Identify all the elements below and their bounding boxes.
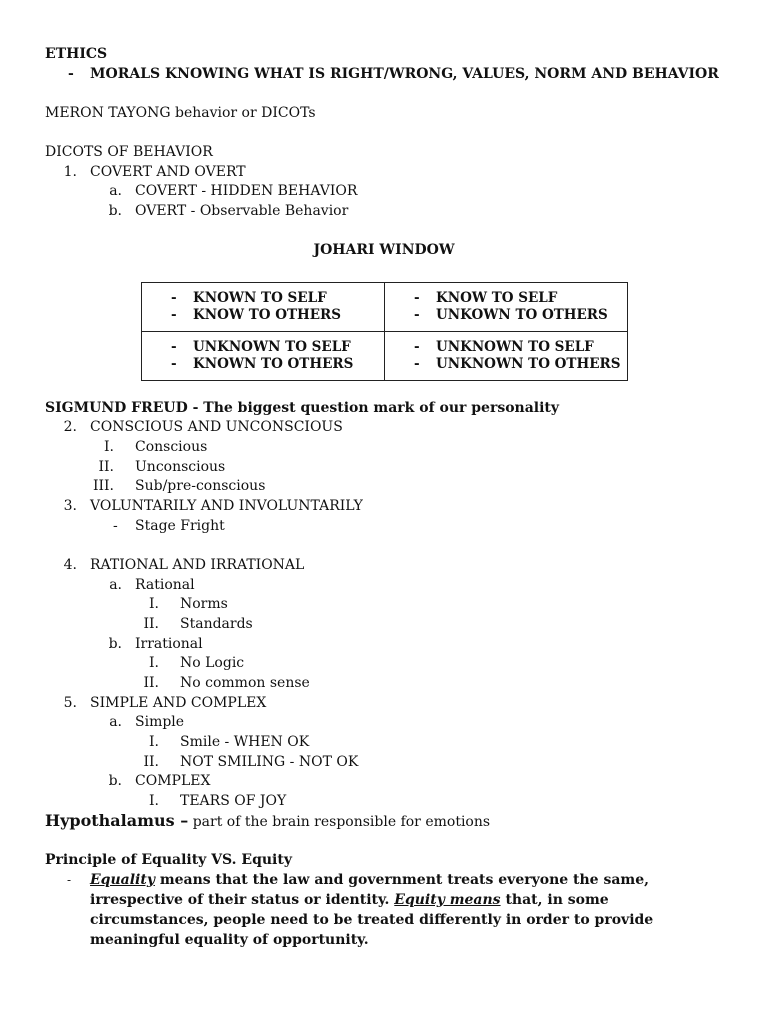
hypothalamus-term: Hypothalamus – [45,811,189,830]
johari-cell-text: UNKNOWN TO OTHERS [436,356,621,372]
item4-b: Irrational [135,636,203,652]
ethics-bullet: MORALS KNOWING WHAT IS RIGHT/WRONG, VALUES, NORM AND BEHAVIOR [90,66,719,82]
sub-item: TEARS OF JOY [180,793,287,809]
hypothalamus-line [45,812,490,831]
roman-numeral: I. [149,596,159,612]
johari-cell-blind [142,332,385,381]
johari-cell-text: UNKOWN TO OTHERS [436,307,608,323]
dicots-a: COVERT - HIDDEN BEHAVIOR [135,183,358,199]
hypothalamus-desc: part of the brain responsible for emotions [192,814,491,830]
johari-cell-text: KNOW TO SELF [436,290,558,306]
equity-term: Equity means [394,892,501,908]
item5-number: 5. [63,695,77,711]
johari-cell-unknown [385,332,628,381]
item4-b-letter: b. [108,636,122,652]
principle-title: Principle of Equality VS. Equity [45,852,292,868]
roman-numeral: II. [143,675,159,691]
equality-text: means that the law and government treats everyone the same, irrespective of their status or identity. [90,872,650,908]
johari-dash: - [414,307,420,323]
roman-numeral: I. [149,734,159,750]
item3-sub: Stage Fright [135,518,225,534]
sub-item: Standards [180,616,253,632]
sub-item: NOT SMILING - NOT OK [180,754,359,770]
johari-cell-text: KNOWN TO OTHERS [193,356,354,372]
item5-b: COMPLEX [135,773,211,789]
sub-item: Norms [180,596,228,612]
dicots-item1: COVERT AND OVERT [90,164,246,180]
johari-dash: - [414,339,420,355]
item3-dash: - [113,518,118,534]
roman-numeral: II. [143,754,159,770]
sub-item: Smile - WHEN OK [180,734,310,750]
sub-item: Sub/pre-conscious [135,478,266,494]
roman-numeral: I. [149,655,159,671]
equity-text: that, in some circumstances, people need to be treated differently in order to provide meaningful equality of opportunity. [90,892,654,948]
item4-a: Rational [135,577,195,593]
ethics-title: ETHICS [45,46,108,62]
johari-title: JOHARI WINDOW [313,242,455,258]
sub-item: Conscious [135,439,208,455]
roman-numeral: II. [98,459,114,475]
item3: VOLUNTARILY AND INVOLUNTARILY [90,498,363,514]
item5: SIMPLE AND COMPLEX [90,695,267,711]
johari-dash: - [414,356,420,372]
johari-cell-hidden [385,283,628,332]
roman-numeral: I. [149,793,159,809]
johari-cell-text: KNOWN TO SELF [193,290,327,306]
roman-numeral: I. [104,439,114,455]
item4-number: 4. [63,557,77,573]
item4-a-letter: a. [109,577,122,593]
roman-numeral: III. [92,478,114,494]
roman-numeral: II. [143,616,159,632]
johari-cell-text: UNKNOWN TO SELF [193,339,351,355]
sub-item: Unconscious [135,459,226,475]
johari-dash: - [171,339,177,355]
item5-a-letter: a. [109,714,122,730]
ethics-bullet-dash: - [68,66,74,82]
dicots-b-letter: b. [108,203,122,219]
johari-cell-text: KNOW TO OTHERS [193,307,342,323]
johari-table [141,282,628,381]
item3-number: 3. [63,498,77,514]
dicots-b: OVERT - Observable Behavior [135,203,349,219]
item2-number: 2. [63,419,77,435]
freud-heading: SIGMUND FREUD - The biggest question mark of our personality [45,400,560,416]
item2: CONSCIOUS AND UNCONSCIOUS [90,419,343,435]
johari-dash: - [171,290,177,306]
dicots-item1-number: 1. [63,164,77,180]
johari-dash: - [171,307,177,323]
johari-dash: - [171,356,177,372]
johari-dash: - [414,290,420,306]
johari-cell-open [142,283,385,332]
equality-term: Equality [90,872,155,888]
dicots-title: DICOTS OF BEHAVIOR [45,144,213,160]
meron-line: MERON TAYONG behavior or DICOTs [45,105,316,121]
item4: RATIONAL AND IRRATIONAL [90,557,305,573]
sub-item: No common sense [180,675,310,691]
principle-dash: - [67,873,72,887]
sub-item: No Logic [180,655,245,671]
johari-cell-text: UNKNOWN TO SELF [436,339,594,355]
item5-b-letter: b. [108,773,122,789]
dicots-a-letter: a. [109,183,122,199]
item5-a: Simple [135,714,185,730]
principle-paragraph [90,870,730,950]
